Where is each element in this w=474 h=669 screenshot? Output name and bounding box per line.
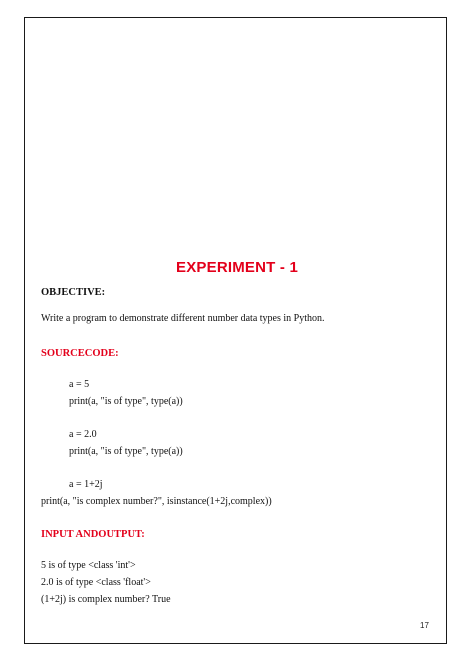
objective-heading: OBJECTIVE: bbox=[41, 287, 106, 298]
code-line: a = 5 bbox=[69, 379, 90, 390]
code-line: a = 2.0 bbox=[69, 429, 97, 440]
code-line: print(a, "is of type", type(a)) bbox=[69, 396, 183, 407]
page-number: 17 bbox=[420, 621, 429, 630]
output-line: (1+2j) is complex number? True bbox=[41, 594, 171, 605]
code-line: print(a, "is complex number?", isinstance(1+2j,complex)) bbox=[41, 496, 272, 507]
experiment-title: EXPERIMENT - 1 bbox=[176, 259, 298, 276]
code-line: a = 1+2j bbox=[69, 479, 103, 490]
code-line: print(a, "is of type", type(a)) bbox=[69, 446, 183, 457]
output-line: 2.0 is of type <class 'float'> bbox=[41, 577, 151, 588]
objective-text: Write a program to demonstrate different number data types in Python. bbox=[41, 313, 325, 324]
input-output-heading: INPUT ANDOUTPUT: bbox=[41, 529, 145, 540]
source-code-heading: SOURCECODE: bbox=[41, 348, 119, 359]
page-border bbox=[24, 17, 447, 644]
output-line: 5 is of type <class 'int'> bbox=[41, 560, 136, 571]
